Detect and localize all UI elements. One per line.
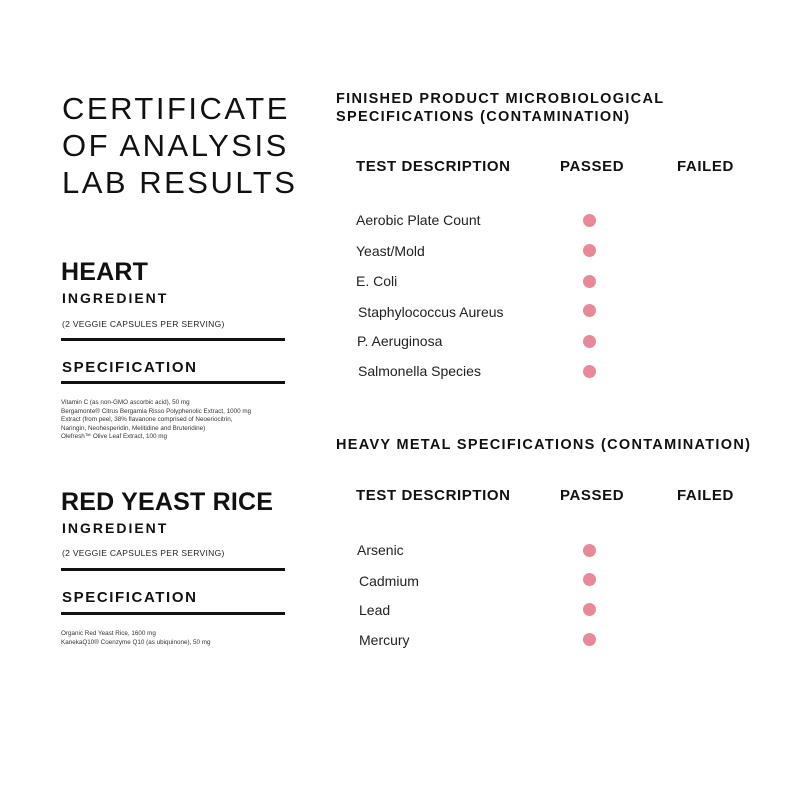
certificate-title-line-2: OF ANALYSIS — [62, 128, 289, 163]
test-row-label: Salmonella Species — [358, 363, 481, 379]
test-row-label: Cadmium — [359, 573, 419, 589]
specification-text — [61, 630, 289, 647]
divider — [61, 338, 285, 341]
spec-line: Bergamonte® Citrus Bergamia Risso Polyphenolic Extract, 1000 mg — [61, 407, 252, 415]
section-title-line-2: SPECIFICATIONS (CONTAMINATION) — [336, 109, 631, 125]
microbiological-section-title — [336, 90, 664, 126]
passed-indicator — [583, 275, 596, 288]
ingredient-label: INGREDIENT — [62, 520, 169, 536]
test-row-label: Mercury — [359, 632, 410, 648]
specification-heading: SPECIFICATION — [62, 589, 198, 606]
column-header-test-description: TEST DESCRIPTION — [356, 158, 511, 175]
divider — [61, 381, 285, 384]
test-row-label: Staphylococcus Aureus — [358, 304, 504, 320]
certificate-title — [62, 90, 297, 201]
test-row-label: Arsenic — [357, 542, 404, 558]
certificate-title-line-3: LAB RESULTS — [62, 165, 298, 200]
spec-line: Extract (from peel, 38% flavanone comprised of Neoeriocitrin, — [61, 416, 233, 424]
spec-line: Olefresh™ Olive Leaf Extract, 100 mg — [61, 433, 168, 441]
test-row-label: Lead — [359, 602, 391, 618]
product-name-red-yeast-rice: RED YEAST RICE — [61, 488, 274, 516]
passed-indicator — [583, 603, 596, 616]
serving-size: (2 VEGGIE CAPSULES PER SERVING) — [62, 548, 225, 558]
column-header-failed: FAILED — [677, 487, 734, 504]
specification-heading: SPECIFICATION — [62, 359, 198, 376]
spec-line: Vitamin C (as non-GMO ascorbic acid), 50 mg — [61, 399, 190, 406]
divider — [61, 568, 285, 571]
column-header-failed: FAILED — [677, 158, 734, 175]
spec-line: Organic Red Yeast Rice, 1600 mg — [61, 630, 156, 637]
test-row-label: Aerobic Plate Count — [356, 212, 481, 228]
divider — [61, 612, 285, 615]
passed-indicator — [583, 633, 596, 646]
test-row-label: E. Coli — [356, 273, 398, 289]
product-name-heart: HEART — [61, 258, 149, 286]
passed-indicator — [583, 335, 596, 348]
column-header-passed: PASSED — [560, 487, 625, 504]
passed-indicator — [583, 573, 596, 586]
spec-line: Naringin, Neohesperidin, Melitidine and Bruteridine) — [61, 424, 206, 432]
spec-line: KanekaQ10® Coenzyme Q10 (as ubiquinone), 50 mg — [61, 638, 211, 646]
test-row-label: P. Aeruginosa — [357, 333, 443, 349]
section-title-line-1: FINISHED PRODUCT MICROBIOLOGICAL — [336, 91, 665, 107]
specification-text — [61, 399, 289, 442]
passed-indicator — [583, 304, 596, 317]
passed-indicator — [583, 544, 596, 557]
ingredient-label: INGREDIENT — [62, 290, 169, 306]
column-header-test-description: TEST DESCRIPTION — [356, 487, 511, 504]
passed-indicator — [583, 244, 596, 257]
passed-indicator — [583, 214, 596, 227]
test-row-label: Yeast/Mold — [356, 243, 425, 259]
column-header-passed: PASSED — [560, 158, 625, 175]
serving-size: (2 VEGGIE CAPSULES PER SERVING) — [62, 319, 225, 329]
certificate-title-line-1: CERTIFICATE — [62, 91, 290, 126]
heavy-metal-section-title: HEAVY METAL SPECIFICATIONS (CONTAMINATION) — [336, 437, 752, 453]
passed-indicator — [583, 365, 596, 378]
